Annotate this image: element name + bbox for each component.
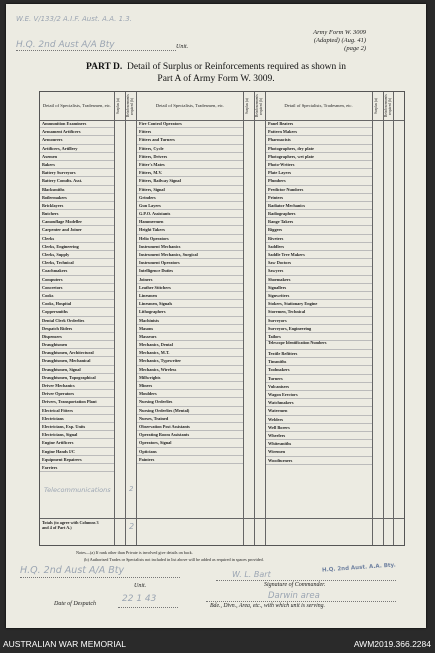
trade-row: Wheelers [266,432,372,440]
trade-row: Armourers [40,136,114,144]
trade-row: Watchmakers [266,399,372,407]
trade-row: Draughtsmen, Mechanical [40,357,114,365]
trade-row: Photographers, wet plate [266,153,372,161]
trade-row: Electrical Fitters [40,407,114,415]
trade-row: Well Borers [266,424,372,432]
trade-row: Driver Mechanics [40,382,114,390]
trade-row: Grinders [137,194,243,202]
trade-row: Photographers, dry plate [266,145,372,153]
trade-row: Millwrights [137,374,243,382]
trade-row: Armament Artificers [40,128,114,136]
trade-row: Riggers [266,226,372,234]
trade-row: Driver Operators [40,390,114,398]
trade-row: Mechanics, Dental [137,341,243,349]
trade-row: Draughtsmen, Architectural [40,349,114,357]
trade-row: Surveyors [266,317,372,325]
unit-dotted-line-bottom [20,577,180,578]
trade-row: Camouflage Modeller [40,218,114,226]
trade-column-3 [266,120,372,465]
trade-row: Turners [266,375,372,383]
trade-row: Clerks, Technical [40,259,114,267]
trade-row: Fitters, M.V. [137,169,243,177]
trade-row: Computers [40,276,114,284]
footer-unit-label: Unit. [134,583,147,589]
date-dotted-line [118,607,178,608]
handwritten-total: 2 [129,522,135,531]
handwritten-signature: W. L. Bart [232,570,271,579]
trade-row: Whitesmiths [266,440,372,448]
trade-row: Mechanics, Wireless [137,366,243,374]
trade-row: Dental Clerk Orderlies [40,317,114,325]
trade-row: Saw Doctors [266,259,372,267]
trade-row: Cooks [40,292,114,300]
trade-row: Instrument Mechanics [137,243,243,251]
area-dotted-line [206,601,396,602]
trade-row: Farriers [40,464,114,472]
trade-row: Clerks, Engineering [40,243,114,251]
trade-row: Electricians, Signal [40,431,114,439]
note-b: (b) Authorised Trades or Specialists not included in list above will be added as required in spaces provided. [84,557,264,562]
trade-row: Observation Post Assistants [137,423,243,431]
form-reference-line1: Army Form W. 3009 [313,29,366,36]
trade-row: Fitters and Turners [137,136,243,144]
trade-row: Fitters, Drivers [137,153,243,161]
trade-row: Leather Stitchers [137,284,243,292]
handwritten-unit-top: H.Q. 2nd Aust A/A Bty [16,40,115,50]
trade-row: Radiographers [266,210,372,218]
trade-row: Ammunition Examiners [40,120,114,128]
trade-row: Hammermen [137,218,243,226]
trade-row: Predictor Numbers [266,186,372,194]
trade-row: Textile Refitters [266,350,372,358]
header-specialists-2: Detail of Specialists, Tradesmen, etc. [155,103,225,109]
trade-row: Blacksmiths [40,186,114,194]
trade-row: Riveters [266,235,372,243]
trade-row: Plate Layers [266,169,372,177]
trade-row: Lithographers [137,308,243,316]
trade-row: Operators, Signal [137,439,243,447]
trade-row: Helio Operators [137,235,243,243]
trade-row: Sawyers [266,267,372,275]
rule [125,92,126,545]
trade-row: Fitter's Mates [137,161,243,169]
trade-row: Photo-Writers [266,161,372,169]
signature-label: Signature of Commander. [264,582,326,588]
trade-row: Fitters [137,128,243,136]
header-surplus-2: Surplus (a) [245,98,249,114]
header-reinforcements-2: Reinforcements required (b) [255,94,263,118]
trade-row: Toolmakers [266,366,372,374]
archive-name: AUSTRALIAN WAR MEMORIAL [3,639,126,649]
unit-label-top: Unit. [176,44,189,50]
trade-column-2 [137,120,243,464]
trade-row: Plumbers [266,177,372,185]
trade-row: Dispensers [40,333,114,341]
trade-row: Butchers [40,210,114,218]
trade-row: Shoemakers [266,276,372,284]
trade-row: Opticians [137,448,243,456]
form-reference-line2: (Adapted) (Aug. 41) [313,37,366,44]
trade-row: Engine Artificers [40,439,114,447]
trade-row: Wagon Erectors [266,391,372,399]
trade-column-1 [40,120,114,472]
trade-row: Battery Comdts. Asst. [40,177,114,185]
trade-row: Woodturners [266,457,372,465]
trade-row: Miners [137,382,243,390]
trade-row: Draughtsmen, Signal [40,366,114,374]
trade-row: Draughtsmen, Topographical [40,374,114,382]
trade-row: Radiator Mechanics [266,202,372,210]
totals-rule [40,518,404,519]
trade-row: Welders [266,416,372,424]
trade-row: Height Takers [137,226,243,234]
trade-row: Pharmacists [266,136,372,144]
trade-row: Wiremen [266,448,372,456]
title-line2: Part A of Army Form W. 3009. [157,74,275,84]
trade-row: Signallers [266,284,372,292]
handwritten-date: 22 1 43 [122,594,157,604]
trade-row: Clerks [40,235,114,243]
rule [114,92,115,545]
trade-row: Intelligence Duties [137,267,243,275]
trade-row: Stokers, Stationary Engine [266,300,372,308]
totals-label: Totals (to agree with Columns 3 and 4 of Part A.) [42,520,99,530]
trade-row: Saddle Tree Makers [266,251,372,259]
trade-row: Concretors [40,284,114,292]
trade-row: Signwriters [266,292,372,300]
date-label: Date of Despatch [54,601,96,607]
trade-row: Tinsmiths [266,358,372,366]
rule [372,92,373,545]
trade-row: Fitters, Signal [137,186,243,194]
trade-row: Linesmen [137,292,243,300]
trade-row: Fitters, Cycle [137,145,243,153]
trade-row: Surveyors, Engineering [266,325,372,333]
trade-row: Panel Beaters [266,120,372,128]
trade-row: Storemen, Technical [266,308,372,316]
rule [393,92,394,545]
rule [383,92,384,545]
trade-row: Telescope Identification Numbers [266,341,372,350]
form-page [6,4,426,628]
archive-caption [0,636,435,653]
title-line1: Detail of Surplus or Reinforcements required as shown in [127,62,346,72]
header-specialists-3: Detail of Specialists, Tradesmen, etc. [284,103,353,109]
trade-row: Moulders [137,390,243,398]
trade-row: Artificers, Artillery [40,145,114,153]
note-a: Notes—(a) If rank other than Private is involved give details on back. [76,550,193,555]
trade-row: Clerks, Supply [40,251,114,259]
trade-row: Nursing Orderlies [137,398,243,406]
trade-row: Coachmakers [40,267,114,275]
bde-label: Bde., Divn., Area, etc., with which unit is serving. [210,603,325,609]
handwritten-reference: W.E. V/133/2 A.I.F. Aust. A.A. 1.3. [16,15,132,23]
trade-row: Fitters, Railway Signal [137,177,243,185]
trade-row: Nursing Orderlies (Mental) [137,407,243,415]
trade-row: Range Takers [266,218,372,226]
trade-row: Cooks, Hospital [40,300,114,308]
trade-row: Electricians, Exp. Units [40,423,114,431]
signature-dotted-line [216,580,396,581]
trade-row: Joiners [137,276,243,284]
trade-row: Electricians [40,415,114,423]
trade-row: Vulcanisers [266,383,372,391]
trade-row: Machinists [137,317,243,325]
trade-row: Watermen [266,407,372,415]
trade-row: Printers [266,194,372,202]
trade-row: Masseurs [137,333,243,341]
trade-row: Bricklayers [40,202,114,210]
part-title [6,62,426,72]
part-label: PART D. [86,62,123,72]
trade-row: Instrument Operators [137,259,243,267]
trade-row: Battery Surveyors [40,169,114,177]
trade-row: Masons [137,325,243,333]
trade-row: Bakers [40,161,114,169]
handwritten-unit-bottom: H.Q. 2nd Aust A/A Bty [20,565,125,576]
header-surplus-1: Surplus (a) [116,98,120,114]
trade-row: Drivers, Transportation Plant [40,398,114,406]
trade-row: Equipment Repairers [40,456,114,464]
trade-row: Pattern Makers [266,128,372,136]
trade-row: Painters [137,456,243,464]
archive-id: AWM2019.366.2284 [353,639,431,649]
unit-dotted-line [16,50,176,51]
trade-row: Engine Hands I/C [40,448,114,456]
handwritten-area: Darwin area [268,591,320,601]
trade-row: Saddlers [266,243,372,251]
form-reference-line3: (page 2) [344,45,366,52]
handwritten-extra-trade: Telecommunications [44,486,111,494]
specialists-table [39,91,405,546]
trade-row: Nurses, Trained [137,415,243,423]
trade-row: G.P.O. Assistants [137,210,243,218]
trade-row: Fire Control Operators [137,120,243,128]
trade-row: Despatch Riders [40,325,114,333]
header-specialists-1: Detail of Specialists, Tradesmen, etc. [42,103,112,109]
trade-row: Coppersmiths [40,308,114,316]
rule [254,92,255,545]
unit-stamp: H.Q. 2nd Aust. A.A. Bty. [321,562,396,574]
trade-row: Boilermakers [40,194,114,202]
header-reinforcements-3: Reinforcements required (b) [384,94,392,118]
trade-row: Operating Room Assistants [137,431,243,439]
header-reinforcements-1: Reinforcements required (b) [126,94,134,118]
trade-row: Carpenter and Joiner [40,226,114,234]
form-reference [313,29,366,53]
trade-row: Linesmen, Signals [137,300,243,308]
trade-row: Axemen [40,153,114,161]
trade-row: Draughtsmen [40,341,114,349]
trade-row: Tailors [266,333,372,341]
rule [243,92,244,545]
trade-row: Instrument Mechanics, Surgical [137,251,243,259]
trade-row: Gun Layers [137,202,243,210]
trade-row: Mechanics, M.T. [137,349,243,357]
header-surplus-3: Surplus (a) [374,98,378,114]
trade-row: Mechanics, Typewriter [137,357,243,365]
handwritten-extra-value: 2 [129,485,134,493]
